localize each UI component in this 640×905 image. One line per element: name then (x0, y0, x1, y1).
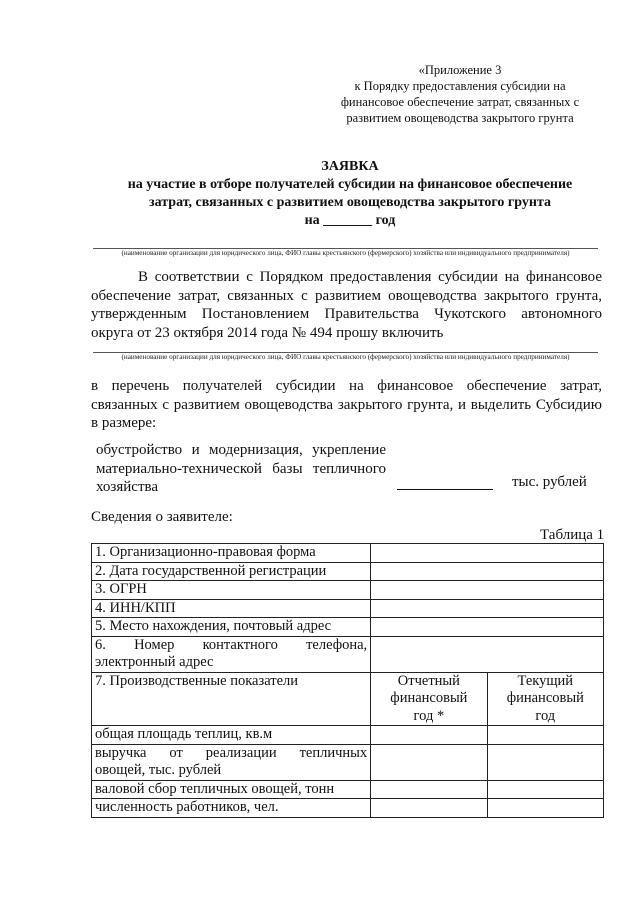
appendix-line: финансовое обеспечение затрат, связанных с (340, 95, 580, 109)
header-line: год (535, 707, 556, 724)
table-number: Таблица 1 (540, 527, 605, 543)
table-row (92, 581, 604, 600)
reporting-value-cell[interactable] (371, 799, 487, 818)
current-value-cell[interactable] (487, 726, 603, 745)
document-title: ЗАЯВКА (321, 159, 379, 174)
subsidy-purpose (96, 441, 386, 497)
row-label: 3. ОГРН (92, 581, 371, 600)
table-row (92, 744, 604, 780)
table-row (92, 636, 604, 672)
reporting-value-cell[interactable] (371, 726, 487, 745)
indicator-label-line: выручка от реализации тепличных (95, 744, 368, 761)
header-line: Текущий (517, 672, 574, 689)
indicator-label-line: овощей, тыс. рублей (95, 762, 222, 778)
row-value-cell[interactable] (371, 562, 604, 581)
indicator-label: валовой сбор тепличных овощей, тонн (92, 780, 371, 799)
applicant-name-caption-1: (наименование организации для юридического лица, ФИО главы крестьянского (фермерского) хозяйства или индивидуального предпринимателя) (121, 249, 570, 257)
table-row (92, 618, 604, 637)
appendix-line: к Порядку предоставления субсидии на (354, 79, 566, 93)
appendix-reference (330, 62, 590, 126)
header-line: финансовый (390, 690, 468, 706)
request-line: в размере: (91, 415, 157, 431)
header-line: год * (413, 707, 445, 724)
subsidy-purpose-line: обустройство и модернизация, укрепление (96, 442, 386, 458)
intro-paragraph (91, 268, 602, 342)
table-row (92, 799, 604, 818)
row-label-line: 6. Номер контактного телефона, (95, 636, 368, 653)
applicant-info-heading: Сведения о заявителе: (91, 509, 233, 525)
appendix-line: развитием овощеводства закрытого грунта (346, 111, 574, 125)
row-label-line: электронный адрес (95, 654, 214, 670)
indicator-label-revenue (92, 744, 371, 780)
production-indicators-label: 7. Производственные показатели (92, 672, 371, 726)
intro-line: округа от 23 октября 2014 года № 494 прошу включить (91, 324, 444, 341)
applicant-name-caption-2: (наименование организации для юридического лица, ФИО главы крестьянского (фермерского) хозяйства или индивидуального предпринимателя) (121, 353, 570, 361)
table-row (92, 599, 604, 618)
column-header-current-year (487, 672, 603, 726)
table-row (92, 726, 604, 745)
table-row (92, 562, 604, 581)
row-label: 1. Организационно-правовая форма (92, 544, 371, 563)
indicator-label: общая площадь теплиц, кв.м (92, 726, 371, 745)
row-label: 4. ИНН/КПП (92, 599, 371, 618)
table-row (92, 780, 604, 799)
current-value-cell[interactable] (487, 780, 603, 799)
row-value-cell[interactable] (371, 599, 604, 618)
row-label: 5. Место нахождения, почтовый адрес (92, 618, 371, 637)
subsidy-unit: тыс. рублей (512, 474, 587, 490)
subsidy-purpose-line: хозяйства (96, 479, 159, 495)
document-subtitle-line1: на участие в отборе получателей субсидии на финансовое обеспечение (127, 177, 573, 192)
indicator-label: численность работников, чел. (92, 799, 371, 818)
row-label: 2. Дата государственной регистрации (92, 562, 371, 581)
table-header-row (92, 672, 604, 726)
header-line: Отчетный (397, 672, 460, 689)
request-line: в перечень получателей субсидии на финансовое обеспечение затрат, (91, 378, 602, 394)
applicant-info-table (91, 543, 604, 818)
header-line: финансовый (506, 690, 584, 706)
subsidy-purpose-line: материально-технической базы тепличного (96, 460, 386, 477)
row-value-cell[interactable] (371, 581, 604, 600)
current-value-cell[interactable] (487, 744, 603, 780)
request-paragraph (91, 377, 602, 433)
request-line: связанных с развитием овощеводства закрытого грунта, и выделить Субсидию (91, 396, 602, 413)
column-header-reporting-year (371, 672, 487, 726)
subsidy-amount-field[interactable] (397, 489, 493, 490)
intro-line: обеспечение затрат, связанных с развитием овощеводства закрытого грунта, (91, 287, 602, 304)
current-value-cell[interactable] (487, 799, 603, 818)
row-value-cell[interactable] (371, 636, 604, 672)
document-subtitle-year-line: на _______ год (304, 213, 396, 228)
row-value-cell[interactable] (371, 618, 604, 637)
reporting-value-cell[interactable] (371, 780, 487, 799)
document-subtitle-line2: затрат, связанных с развитием овощеводства закрытого грунта (149, 195, 551, 210)
table-row (92, 544, 604, 563)
reporting-value-cell[interactable] (371, 744, 487, 780)
appendix-line: «Приложение 3 (418, 63, 502, 77)
intro-line: В соответствии с Порядком предоставления субсидии на финансовое (138, 269, 602, 285)
row-value-cell[interactable] (371, 544, 604, 563)
row-label-phone (92, 636, 371, 672)
intro-line: утвержденным Постановлением Правительства Чукотского автономного (91, 306, 602, 322)
